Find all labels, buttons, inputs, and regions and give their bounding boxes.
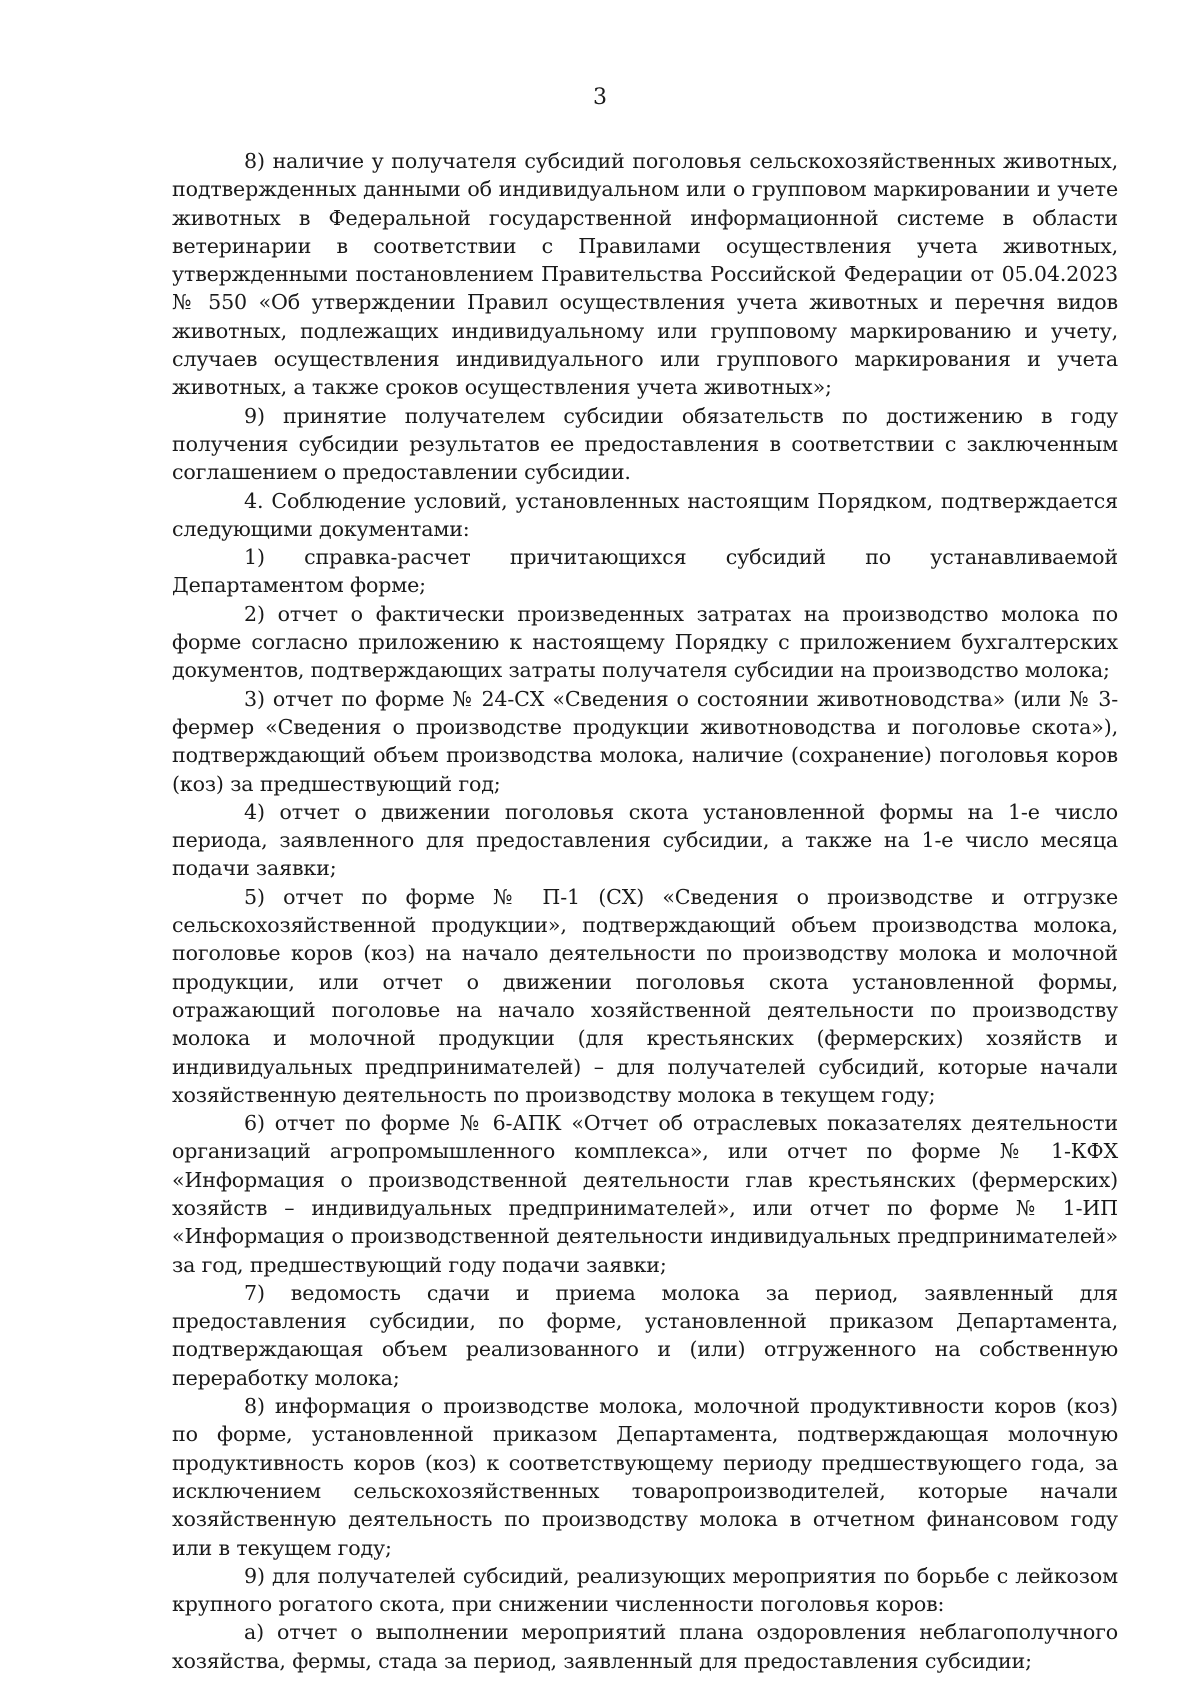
paragraph-doc-4: 4) отчет о движении поголовья скота установленной формы на 1-е число периода, заявленного для предоставления субсидии, а также на 1-е число месяца подачи заявки; (172, 799, 1118, 881)
paragraph-section-4: 4. Соблюдение условий, установленных настоящим Порядком, подтверждается следующими документами: (172, 488, 1118, 541)
paragraph-doc-9: 9) для получателей субсидий, реализующих мероприятия по борьбе с лейкозом крупного рогатого скота, при снижении численности поголовья коров: (172, 1563, 1118, 1617)
document-body (172, 147, 1118, 1675)
page-number: 3 (593, 85, 607, 110)
paragraph-doc-8: 8) информация о производстве молока, молочной продуктивности коров (коз) по форме, установленной приказом Департамента, подтверждающая молочную продуктивность коров (коз) к соответствующему периоду предшествующего года, за исключением сельскохозяйственных товаропроизводителей, которые начали хозяйственную деятельность по производству молока в отчетном финансовом году или в текущем году; (172, 1394, 1118, 1560)
paragraph-doc-9a: а) отчет о выполнении мероприятий плана оздоровления неблагополучного хозяйства, фермы, стада за период, заявленный для предоставления субсидии; (172, 1620, 1118, 1673)
paragraph-doc-2: 2) отчет о фактически произведенных затратах на производство молока по форме согласно приложению к настоящему Порядку с приложением бухгалтерских документов, подтверждающих затраты получателя субсидии на производство молока; (172, 601, 1118, 683)
paragraph-doc-6: 6) отчет по форме № 6-АПК «Отчет об отраслевых показателях деятельности организаций агропромышленного комплекса», или отчет по форме № 1-КФХ «Информация о производственной деятельности глав крестьянских (фермерских) хозяйств – индивидуальных предпринимателей», или отчет по форме № 1-ИП «Информация о производственной деятельности индивидуальных предпринимателей» за год, предшествующий году подачи заявки; (172, 1111, 1118, 1277)
paragraph-clause-9-obligations: 9) принятие получателем субсидии обязательств по достижению в году получения субсидии результатов ее предоставления в соответствии с заключенным соглашением о предоставлении субсидии. (172, 403, 1118, 485)
paragraph-doc-1: 1) справка-расчет причитающихся субсидий по устанавливаемой Департаментом форме; (172, 545, 1118, 598)
paragraph-doc-7: 7) ведомость сдачи и приема молока за период, заявленный для предоставления субсидии, по форме, установленной приказом Департамента, подтверждающая объем реализованного и (или) отгруженного на собственную переработку молока; (172, 1280, 1118, 1390)
paragraph-clause-8-animals: 8) наличие у получателя субсидий поголовья сельскохозяйственных животных, подтвержденных данными об индивидуальном или о групповом маркировании и учете животных в Федеральной государственной информационной системе в области ветеринарии в соответствии с Правилами осуществления учета животных, утвержденными постановлением Правительства Российской Федерации от 05.04.2023 № 550 «Об утверждении Правил осуществления учета животных и перечня видов животных, подлежащих индивидуальному или групповому маркированию и учету, случаев осуществления индивидуального или группового маркирования и учета животных, а также сроков осуществления учета животных»; (172, 149, 1118, 400)
paragraph-doc-5: 5) отчет по форме № П-1 (СХ) «Сведения о производстве и отгрузке сельскохозяйственной продукции», подтверждающий объем производства молока, поголовье коров (коз) на начало деятельности по производству молока и молочной продукции, или отчет о движении поголовья скота установленной формы, отражающий поголовье на начало хозяйственной деятельности по производству молока и молочной продукции (для крестьянских (фермерских) хозяйств и индивидуальных предпринимателей) – для получателей субсидий, которые начали хозяйственную деятельность по производству молока в текущем году; (172, 884, 1118, 1107)
paragraph-doc-3: 3) отчет по форме № 24-СХ «Сведения о состоянии животноводства» (или № 3-фермер «Сведения о производстве продукции животноводства и поголовье скота»), подтверждающий объем производства молока, наличие (сохранение) поголовья коров (коз) за предшествующий год; (172, 686, 1118, 796)
